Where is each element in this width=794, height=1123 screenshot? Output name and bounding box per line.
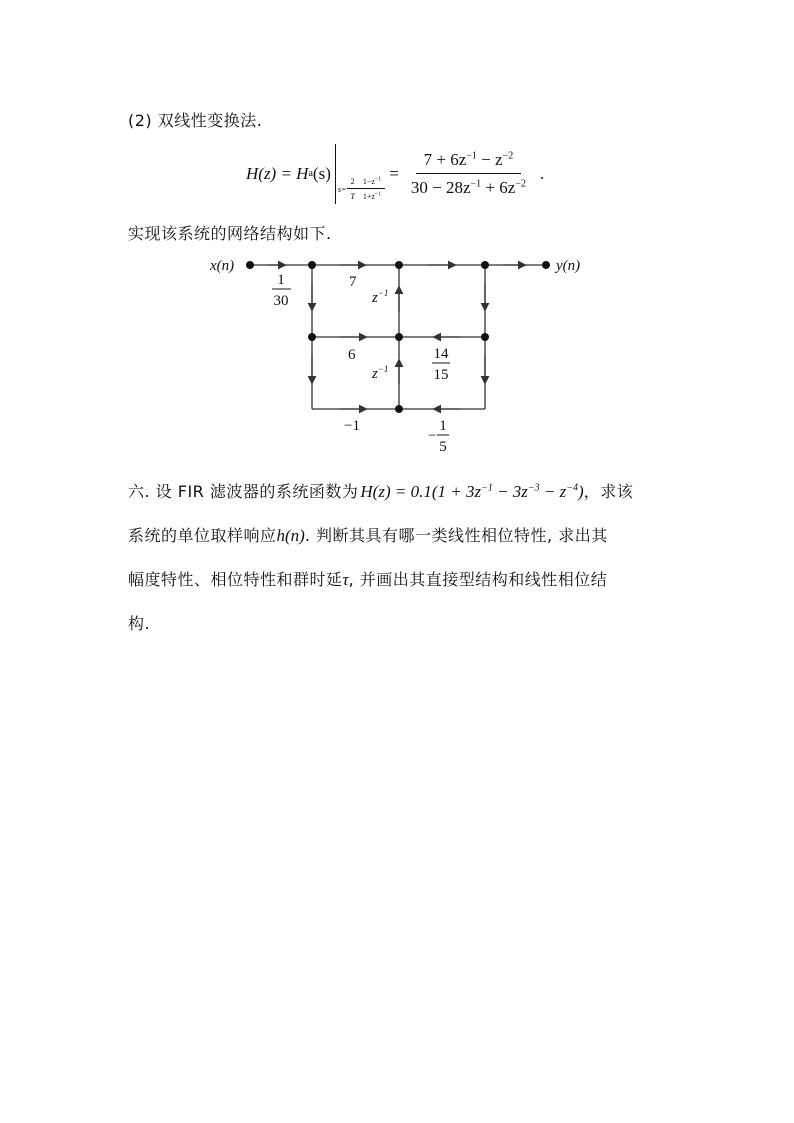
eq-numerator: $7 + 6z^{-1} - z^{-2}$ bbox=[416, 150, 522, 174]
eval-frac1-num: 2 bbox=[347, 177, 359, 189]
problem-line-4 bbox=[128, 604, 673, 644]
problem-prefix: 六. 设 FIR 滤波器的系统函数为 bbox=[128, 482, 359, 501]
node bbox=[395, 333, 403, 341]
node bbox=[308, 333, 316, 341]
eq-lhs-arg: (s) bbox=[312, 164, 331, 183]
eq-period: . bbox=[539, 164, 545, 183]
eq-denominator: $30 - 28z^{-1} + 6z^{-2}$ bbox=[410, 178, 526, 197]
signal-flow-diagram bbox=[0, 0, 794, 470]
node-input bbox=[246, 261, 254, 269]
problem-line-2 bbox=[128, 516, 673, 556]
gain-neg-den: 5 bbox=[439, 439, 447, 455]
problem-mid: ，求该 bbox=[583, 482, 634, 501]
eval-frac1-den: T bbox=[350, 192, 355, 201]
problem-line3-tau: τ bbox=[342, 570, 349, 589]
problem-line-3 bbox=[128, 560, 673, 600]
node bbox=[481, 333, 489, 341]
eval-cond-label: s= bbox=[337, 184, 347, 194]
problem-line2-h: h(n) bbox=[276, 526, 305, 545]
eval-exp-a: −1 bbox=[374, 176, 382, 183]
gain-in-den: 30 bbox=[273, 293, 289, 309]
node-output bbox=[542, 261, 550, 269]
eq-lhs: H(z) = H bbox=[246, 164, 309, 183]
gain-7: 7 bbox=[349, 274, 357, 290]
output-label: y(n) bbox=[556, 258, 581, 274]
node bbox=[395, 405, 403, 413]
gain-6: 6 bbox=[348, 347, 356, 363]
node bbox=[395, 261, 403, 269]
eval-frac2-num: 1−z bbox=[362, 177, 375, 186]
gain-minus1: −1 bbox=[344, 418, 360, 434]
problem-line3-b: , 并画出其直接型结构和线性相位结 bbox=[348, 570, 608, 589]
delay-1-label: $z^{-1}$ bbox=[372, 288, 389, 306]
problem-line2-a: 系统的单位取样响应 bbox=[128, 526, 277, 545]
gain-14-den: 15 bbox=[433, 367, 449, 383]
problem-line-1 bbox=[128, 472, 673, 512]
delay-2-label: $z^{-1}$ bbox=[372, 364, 389, 382]
problem-line3-a: 幅度特性、相位特性和群时延 bbox=[128, 570, 343, 589]
problem-six bbox=[128, 472, 673, 644]
eval-frac2-den: 1+z bbox=[362, 192, 375, 201]
gain-neg-sign: − bbox=[428, 428, 437, 444]
node bbox=[481, 261, 489, 269]
problem-line2-b: . 判断其具有哪一类线性相位特性, 求出其 bbox=[304, 526, 608, 545]
node bbox=[308, 261, 316, 269]
gain-14-num: 14 bbox=[433, 346, 449, 362]
eq-sign: = bbox=[389, 164, 399, 183]
bilinear-equation: H(z) = H a (s) s= $\frac{2}{T}$ $\frac{1-z^{-1}}{1+z^{-1}}$ = $\frac{7 + 6z^{-1} - z^{-2}}{30 - 28z^{-1} + 6z^{-2}}$ . bbox=[246, 143, 544, 205]
gain-neg-num: 1 bbox=[439, 418, 447, 434]
section-heading: (2) 双线性变换法. bbox=[128, 111, 263, 130]
problem-formula: $H(z) = 0.1(1 + 3z^{-1} - 3z^{-3} - z^{-4})$ bbox=[360, 482, 584, 501]
input-label: x(n) bbox=[210, 258, 235, 274]
gain-in-num: 1 bbox=[277, 272, 285, 288]
network-caption: 实现该系统的网络结构如下. bbox=[128, 224, 332, 243]
eval-exp-b: −1 bbox=[374, 191, 382, 198]
problem-line4: 构. bbox=[128, 614, 151, 633]
